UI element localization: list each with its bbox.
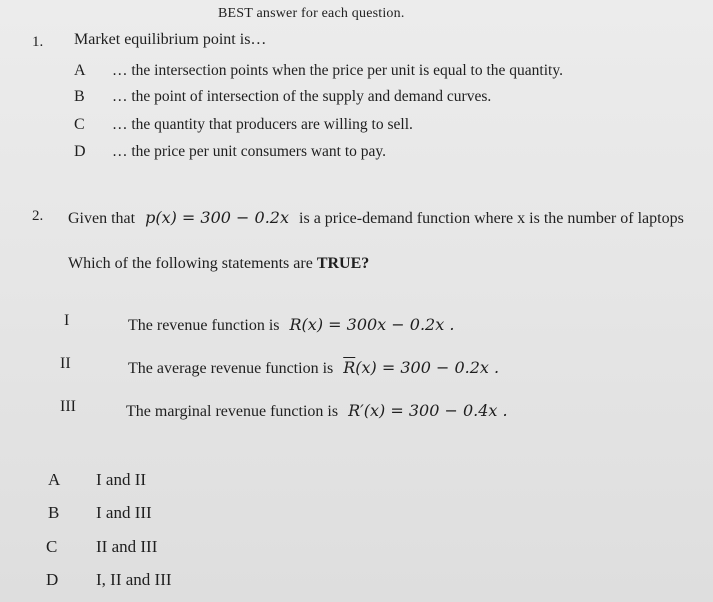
question-2-intro — [68, 208, 684, 228]
statement-iii-numeral: III — [60, 398, 76, 415]
choice-c-letter: C — [46, 537, 58, 556]
statement-iii-text: The marginal revenue function is — [126, 403, 339, 420]
statement-ii — [128, 358, 499, 378]
statement-i-text: The revenue function is — [128, 317, 280, 334]
question-1-number: 1. — [32, 34, 44, 50]
question-2-true-emphasis: TRUE — [316, 255, 362, 272]
question-2-number: 2. — [32, 208, 44, 224]
statement-ii-numeral: II — [60, 355, 71, 372]
q1-option-c-letter: C — [74, 116, 85, 133]
question-2-question-end: ? — [361, 255, 370, 272]
q1-option-c-text: … the quantity that producers are willing to sell. — [112, 116, 413, 133]
q1-option-b-text: … the point of intersection of the supply and demand curves. — [112, 88, 492, 105]
statement-ii-text: The average revenue function is — [128, 360, 334, 377]
statement-iii — [126, 401, 508, 421]
q1-option-a-letter: A — [74, 62, 86, 79]
choice-b-text: I and III — [96, 503, 152, 522]
statement-i — [128, 315, 454, 335]
price-demand-function: p(x) = 300 − 0.2x — [145, 208, 290, 227]
choice-b-letter: B — [48, 503, 60, 522]
q1-option-d-letter: D — [74, 143, 86, 160]
q1-option-a-text: … the intersection points when the price per unit is equal to the quantity. — [112, 62, 563, 79]
question-2-question — [68, 255, 369, 273]
choice-a-text: I and II — [96, 470, 147, 489]
choice-a-letter: A — [48, 470, 61, 489]
question-2-question-text: Which of the following statements are — [68, 255, 313, 272]
statement-ii-expr-r: $\overline{R}$ — [343, 358, 356, 377]
statement-ii-expr: (x) = 300 − 0.2x . — [355, 358, 500, 377]
choice-d-letter: D — [46, 570, 59, 589]
question-2-intro-after: is a price-demand function where x is the number of laptops — [299, 210, 684, 227]
statement-iii-expr: R′(x) = 300 − 0.4x . — [348, 401, 508, 420]
question-2-intro-before: Given that — [68, 210, 136, 227]
choice-d-text: I, II and III — [96, 570, 172, 589]
statement-i-expr: R(x) = 300x − 0.2x . — [289, 315, 455, 334]
instruction-header: BEST answer for each question. — [218, 6, 405, 21]
statement-i-numeral: I — [64, 312, 70, 329]
q1-option-d-text: … the price per unit consumers want to pay. — [112, 143, 387, 160]
question-1-prompt: Market equilibrium point is… — [74, 31, 267, 48]
choice-c-text: II and III — [96, 537, 158, 556]
q1-option-b-letter: B — [74, 88, 85, 105]
